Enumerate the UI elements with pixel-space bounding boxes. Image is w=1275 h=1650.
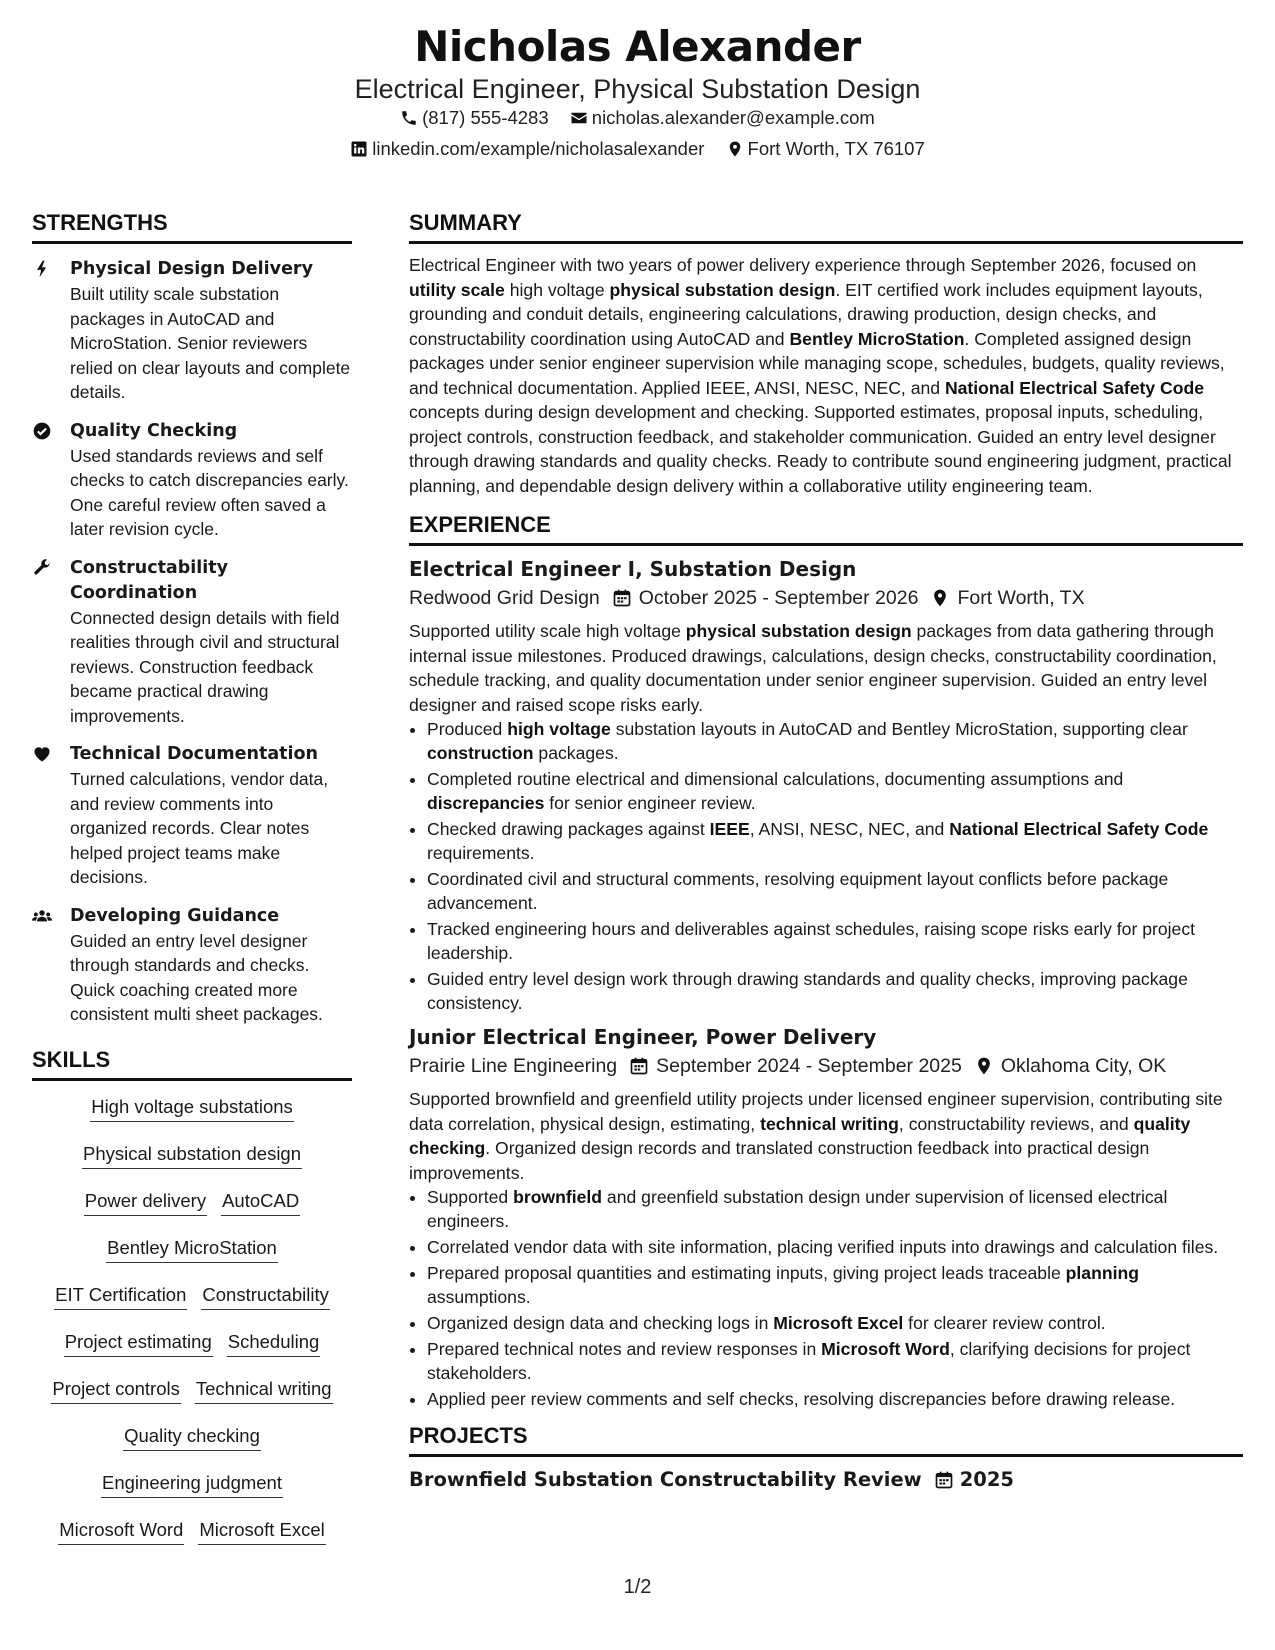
company-name: Prairie Line Engineering [409,1055,618,1077]
calendar-icon [629,1056,649,1076]
text-run: Organized design data and checking logs in [427,1313,774,1333]
skill-tag: Microsoft Excel [198,1517,325,1545]
email-text: nicholas.alexander@example.com [591,107,875,128]
skill-tag: Power delivery [84,1188,207,1216]
strength-item [32,257,352,405]
skill-row [32,1141,352,1169]
calendar-icon [934,1470,954,1490]
bullet-item [427,767,1243,815]
text-run: Correlated vendor data with site information, placing verified inputs into drawings and calculation files. [427,1237,1219,1257]
strength-title: Technical Documentation [70,744,319,764]
text-run: Guided entry level design work through drawing standards and quality checks, improving package consistency. [427,969,1188,1013]
emphasis-text: brownfield [513,1187,603,1207]
skill-tag: Project controls [51,1376,181,1404]
text-run: , ANSI, NESC, NEC, and [749,819,950,839]
skill-tag: Technical writing [195,1376,333,1404]
skill-tag: AutoCAD [221,1188,300,1216]
skill-row [32,1094,352,1122]
map-pin-icon [930,588,950,608]
bullet-item [427,717,1243,765]
project-year: 2025 [959,1468,1014,1491]
job-meta [409,583,1243,613]
bullet-item [427,1185,1243,1233]
text-run: for clearer review control. [903,1313,1106,1333]
page-number: 1/2 [623,1576,652,1598]
bullet-item [427,1387,1243,1411]
text-run: and greenfield substation design under supervision of licensed electrical engineers. [427,1187,1168,1231]
candidate-title: Electrical Engineer, Physical Substation Design [354,74,921,104]
job-title: Electrical Engineer I, Substation Design [409,557,857,581]
emphasis-text: physical substation design [685,621,912,641]
emphasis-text: Bentley MicroStation [789,328,965,349]
wrench-icon [32,558,52,578]
job-entry [409,1023,1243,1411]
linkedin-icon [350,140,368,158]
job-entry [409,555,1243,1015]
bullet-item [427,917,1243,965]
phone-icon [400,109,418,127]
skill-row [32,1329,352,1357]
text-run: for senior engineer review. [544,793,756,813]
text-run: Supported brownfield and greenfield utility projects under licensed engineer supervision, contributing site data correlation, physical design, estimating, [409,1089,1223,1134]
emphasis-text: IEEE [709,819,750,839]
emphasis-text: Microsoft Word [821,1339,950,1359]
bullet-item [427,1337,1243,1385]
job-bullets [409,1185,1243,1411]
skill-row [32,1470,352,1498]
project-entry [409,1466,1243,1494]
strength-desc: Turned calculations, vendor data, and review comments into organized records. Clear notes helped project teams make decisions. [70,769,329,887]
text-run: Applied peer review comments and self checks, resolving discrepancies before drawing release. [427,1389,1176,1409]
skill-tag: Scheduling [227,1329,321,1357]
strength-desc: Used standards reviews and self checks to catch discrepancies early. One careful review often saved a later revision cycle. [70,445,349,539]
job-location: Oklahoma City, OK [1000,1055,1167,1077]
strength-desc: Built utility scale substation packages in AutoCAD and MicroStation. Senior reviewers relied on clear layouts and complete details. [70,284,351,402]
projects-heading: PROJECTS [409,1423,1243,1457]
emphasis-text: physical substation design [609,279,836,300]
bullet-item [427,1261,1243,1309]
text-run: concepts during design development and checking. Supported estimates, proposal inputs, scheduling, project controls, construction feedback, and stakeholder communication. Guided an entry level designer through drawing standards and quality checks. Ready to contribute sound engineering judgment, practical planning, and dependable design delivery within a collaborative utility engineering team. [409,402,1232,496]
skill-tag: Constructability [201,1282,329,1310]
emphasis-text: National Electrical Safety Code [944,377,1205,398]
strength-desc: Guided an entry level designer through standards and checks. Quick coaching created more consistent multi sheet packages. [70,930,323,1024]
map-pin-icon [726,140,744,158]
job-title: Junior Electrical Engineer, Power Delivery [409,1025,877,1049]
bullet-item [427,817,1243,865]
experience-heading: EXPERIENCE [409,512,1243,546]
emphasis-text: utility scale [409,279,505,300]
text-run: , constructability reviews, and [898,1113,1134,1134]
location-contact [726,138,925,160]
text-run: . Completed assigned design packages under senior engineer supervision while managing scope, schedules, budgets, quality reviews, and technical documentation. Applied IEEE, ANSI, NESC, NEC, and [409,328,1225,398]
phone-contact[interactable] [400,107,549,129]
skill-row [32,1376,352,1404]
strength-title: Developing Guidance [70,905,280,926]
skill-tag: EIT Certification [54,1282,187,1310]
contact-row-2 [0,138,1275,163]
job-location: Fort Worth, TX [957,587,1085,609]
strength-item [32,742,352,890]
envelope-icon [570,109,588,127]
left-column [32,210,352,1564]
text-run: Supported utility scale high voltage [409,621,686,641]
calendar-icon [612,588,632,608]
strength-title: Quality Checking [70,420,238,441]
contact-row-1 [0,107,1275,132]
text-run: Tracked engineering hours and deliverables against schedules, raising scope risks early for project leadership. [427,919,1196,963]
check-circle-icon [32,421,52,441]
users-icon [32,906,52,926]
bullet-item [427,1311,1243,1335]
text-run: , clarifying decisions for project stakeholders. [427,1339,1191,1383]
strength-desc: Connected design details with field realities through civil and structural reviews. Construction feedback became practical drawing improvements. [70,607,340,726]
skills-heading: SKILLS [32,1047,352,1081]
text-run: Coordinated civil and structural comments, resolving equipment layout conflicts before package advancement. [427,869,1169,913]
project-title: Brownfield Substation Constructability Review [409,1468,922,1491]
emphasis-text: discrepancies [427,793,545,813]
job-meta [409,1051,1243,1081]
text-run: substation layouts in AutoCAD and Bentley MicroStation, supporting clear [610,719,1188,739]
emphasis-text: technical writing [760,1113,899,1134]
skill-tag: Physical substation design [82,1141,302,1169]
skill-tag: Microsoft Word [58,1517,184,1545]
bolt-icon [32,259,52,279]
skills-list [32,1090,352,1545]
skill-row [32,1235,352,1263]
text-run: Supported [427,1187,514,1207]
text-run: high voltage [504,279,610,300]
location-text: Fort Worth, TX 76107 [747,138,925,159]
right-column [409,210,1243,1494]
text-run: . Organized design records and translated construction feedback into practical design improvements. [409,1138,1150,1183]
emphasis-text: Microsoft Excel [773,1313,904,1333]
skill-tag: Project estimating [64,1329,213,1357]
summary-text [409,253,1243,498]
text-run: packages from data gathering through internal issue milestones. Produced drawings, calculations, design checks, constructability coordination, schedule tracking, and quality documentation under senior engineer supervision. Guided an entry level designer and raised scope risks early. [409,621,1217,715]
strength-item [32,556,352,729]
phone-text: (817) 555-4283 [422,107,549,128]
strengths-heading: STRENGTHS [32,210,352,244]
map-pin-icon [974,1056,994,1076]
text-run: requirements. [427,843,535,863]
text-run: Prepared proposal quantities and estimating inputs, giving project leads traceable [427,1263,1066,1283]
linkedin-contact[interactable] [350,138,704,160]
company-name: Redwood Grid Design [409,587,600,609]
job-dates: October 2025 - September 2026 [638,587,919,609]
linkedin-text: linkedin.com/example/nicholasalexander [372,138,705,159]
job-description [409,1087,1243,1185]
bullet-item [427,967,1243,1015]
bullet-item [427,867,1243,915]
skill-row [32,1517,352,1545]
heart-icon [32,744,52,764]
email-contact[interactable] [570,107,875,129]
strength-item [32,419,352,542]
skill-tag: Engineering judgment [101,1470,283,1498]
text-run: Produced [427,719,508,739]
text-run: Electrical Engineer with two years of power delivery experience through September 2026, focused on [409,255,1197,275]
job-description [409,619,1243,717]
emphasis-text: planning [1065,1263,1139,1283]
skill-tag: High voltage substations [90,1094,294,1122]
bullet-item [427,1235,1243,1259]
text-run: Checked drawing packages against [427,819,710,839]
emphasis-text: National Electrical Safety Code [949,819,1209,839]
strength-title: Constructability Coordination [70,557,229,603]
text-run: packages. [533,743,619,763]
text-run: Prepared technical notes and review responses in [427,1339,822,1359]
summary-heading: SUMMARY [409,210,1243,244]
text-run: . EIT certified work includes equipment layouts, grounding and conduit details, engineering calculations, drawing production, design checks, and constructability coordination using AutoCAD and [409,279,1203,349]
skill-row [32,1188,352,1216]
strength-title: Physical Design Delivery [70,259,313,279]
strength-item [32,904,352,1027]
skill-tag: Quality checking [123,1423,261,1451]
emphasis-text: construction [427,743,534,763]
skill-row [32,1423,352,1451]
emphasis-text: high voltage [507,719,611,739]
emphasis-text: quality checking [409,1113,1191,1158]
skill-tag: Bentley MicroStation [106,1235,278,1263]
text-run: Completed routine electrical and dimensional calculations, documenting assumptions and [427,769,1124,789]
candidate-name: Nicholas Alexander [414,22,861,71]
job-dates: September 2024 - September 2025 [656,1055,962,1077]
text-run: assumptions. [427,1287,531,1307]
skill-row [32,1282,352,1310]
job-bullets [409,717,1243,1015]
